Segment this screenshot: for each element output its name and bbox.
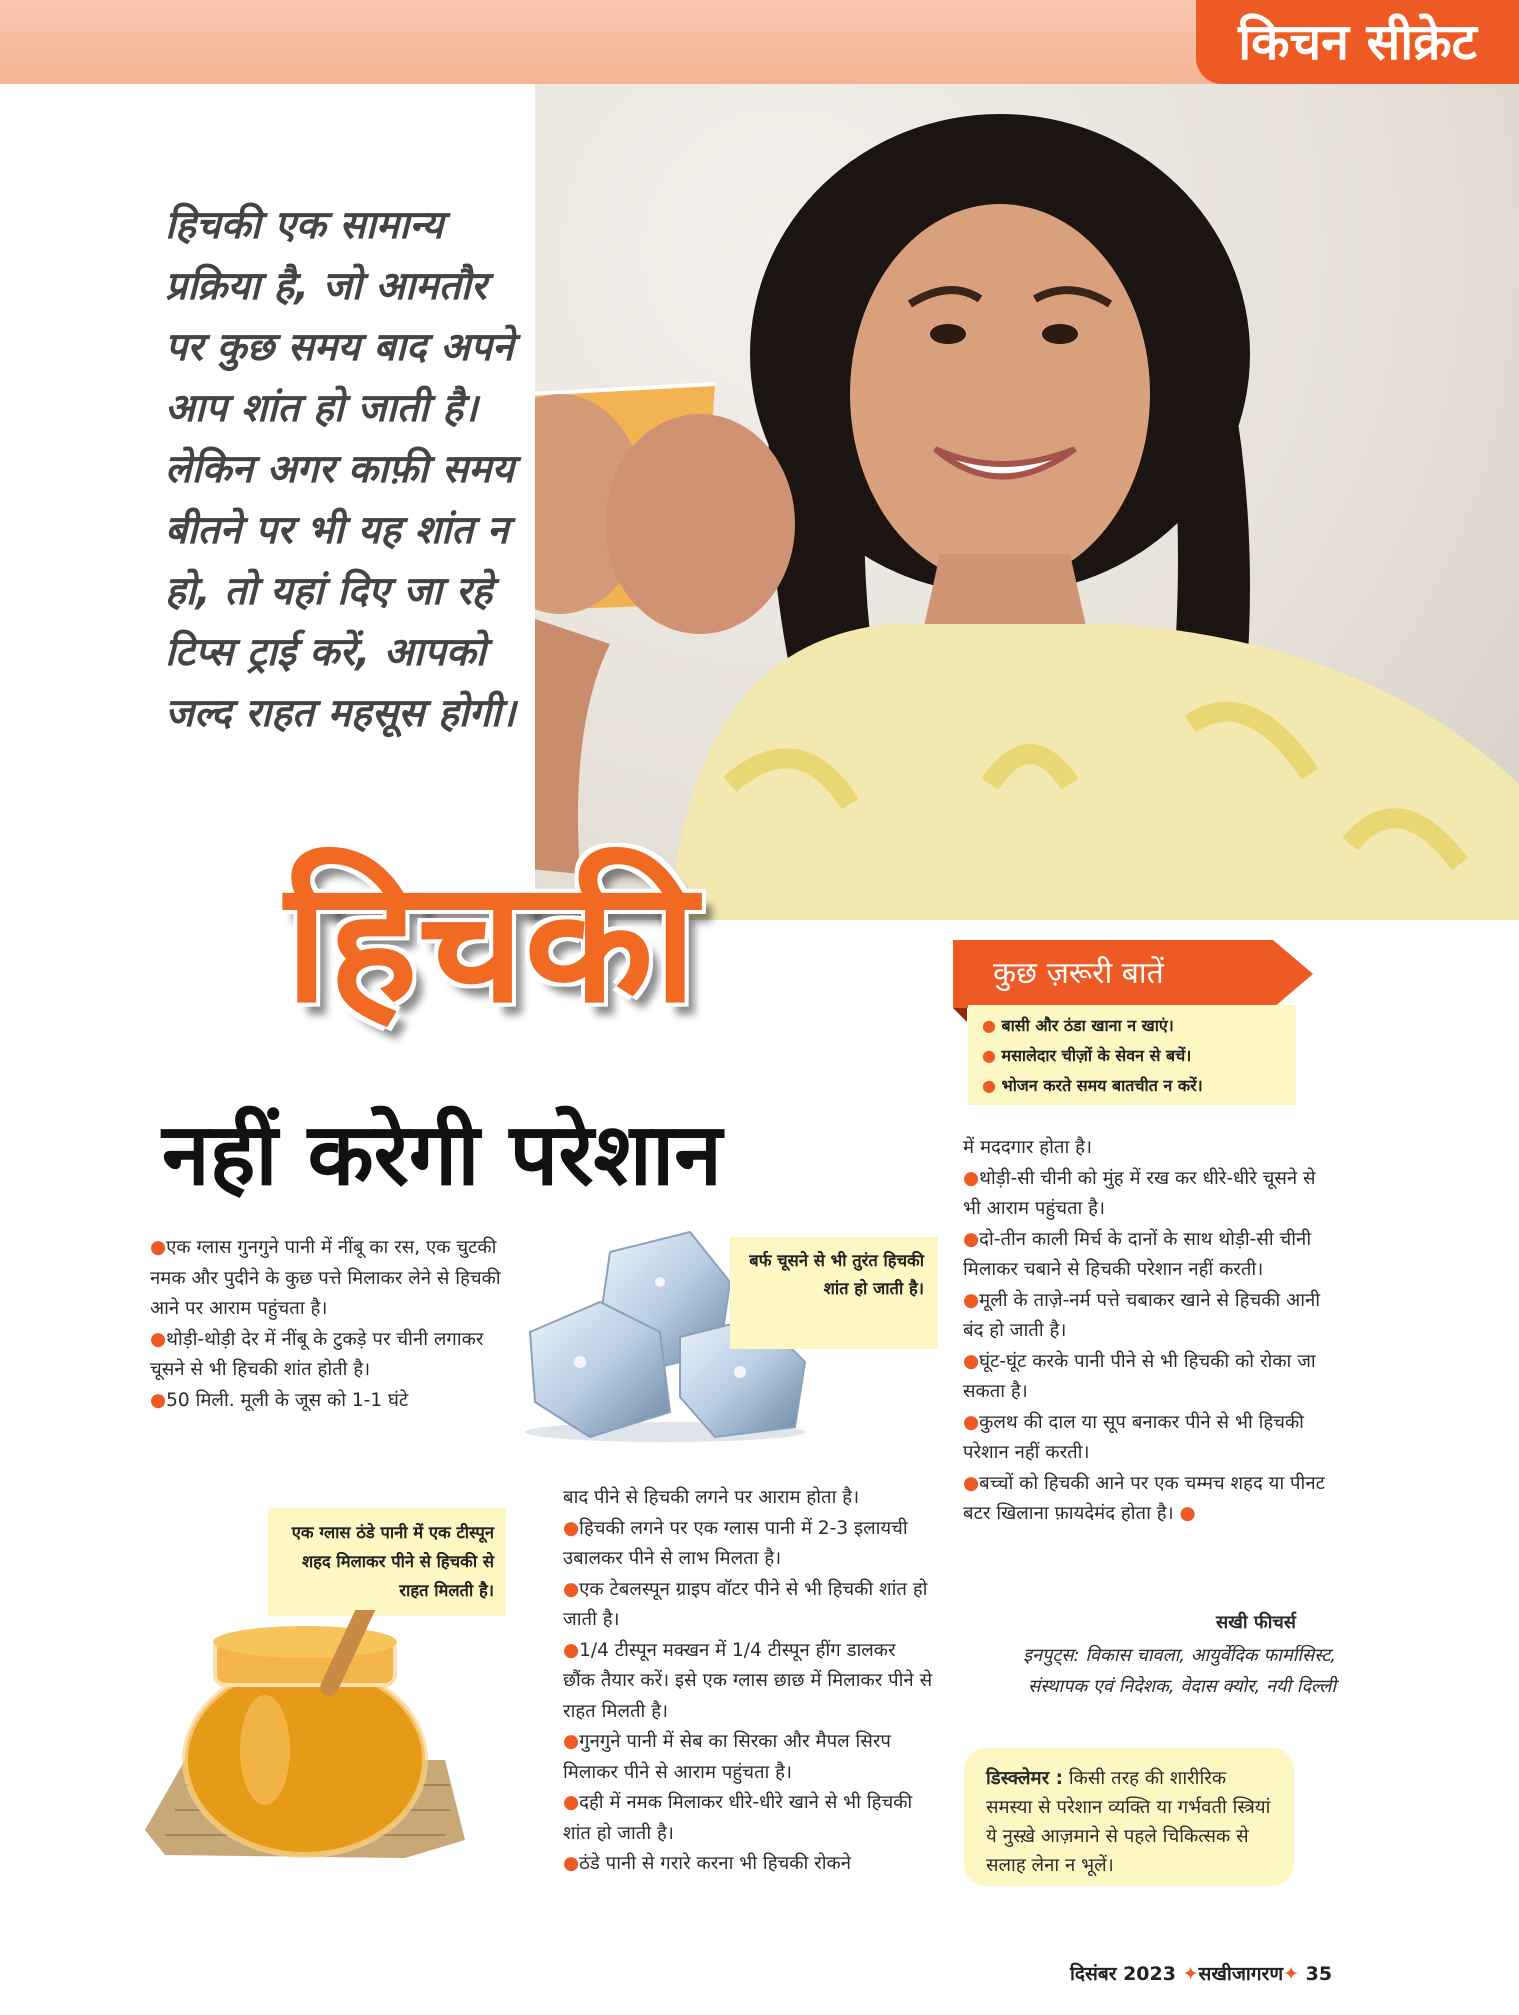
column-3 — [963, 1133, 1333, 1530]
tip-item: ●बच्चों को हिचकी आने पर एक चम्मच शहद या पीनट बटर खिलाना फ़ायदेमंद होता है। ● — [963, 1472, 1325, 1524]
bullet-icon: ● — [963, 1167, 980, 1189]
woman-with-glass-photo — [470, 84, 1519, 920]
tip-item: ●घूंट-घूंट करके पानी पीने से भी हिचकी को रोका जा सकता है। — [963, 1350, 1316, 1402]
tag-fold — [953, 1008, 967, 1022]
column-2 — [563, 1483, 933, 1880]
bullet-icon: ● — [963, 1411, 980, 1433]
bullet-icon: ● — [963, 1289, 980, 1311]
bullet-icon: ● — [563, 1639, 580, 1661]
bullet-icon: ● — [982, 1016, 1002, 1035]
tip-item: ●50 मिली. मूली के जूस को 1-1 घंटे — [150, 1389, 409, 1411]
tip-item: ●गुनगुने पानी में सेब का सिरका और मैपल सिरप मिलाकर पीने से आराम पहुंचता है। — [563, 1731, 891, 1783]
inputs-credit: इनपुट्स: विकास चावला, आयुर्वेदिक फार्मासिस्ट, संस्थापक एवं निदेशक, वेदास क्योर, नयी दिल्ली — [1023, 1645, 1336, 1697]
tip-continuation: बाद पीने से हिचकी लगने पर आराम होता है। — [563, 1487, 860, 1508]
disclaimer-box — [964, 1748, 1294, 1886]
bullet-icon: ● — [963, 1350, 980, 1372]
bullet-icon: ● — [563, 1731, 580, 1752]
tip-item: ●ठंडे पानी से गरारे करना भी हिचकी रोकने — [563, 1853, 851, 1874]
column-1 — [150, 1233, 508, 1416]
headline-main: हिचकी — [285, 844, 697, 1040]
bullet-icon: ● — [563, 1792, 580, 1813]
honey-callout: एक ग्लास ठंडे पानी में एक टीस्पून शहद मिलाकर पीने से हिचकी से राहत मिलती है। — [268, 1508, 506, 1616]
tip-continuation: में मददगार होता है। — [963, 1137, 1092, 1158]
tip-item: ●कुलथ की दाल या सूप बनाकर पीने से भी हिचकी परेशान नहीं करती। — [963, 1411, 1304, 1463]
bullet-icon: ● — [150, 1237, 167, 1258]
headline-sub: नहीं करेगी परेशान — [162, 1105, 722, 1205]
bullet-icon: ● — [563, 1517, 580, 1539]
tip-item: ●थोड़ी-थोड़ी देर में नींबू के टुकड़े पर चीनी लगाकर चूसने से भी हिचकी शांत होती है। — [150, 1328, 484, 1380]
tip-item: ●थोड़ी-सी चीनी को मुंह में रख कर धीरे-धीरे चूसने से भी आराम पहुंचता है। — [963, 1167, 1316, 1219]
bullet-icon: ● — [563, 1578, 580, 1600]
star-icon: ✦ — [1182, 1963, 1199, 1985]
disclaimer-label: डिस्क्लेमर : — [986, 1768, 1063, 1789]
bullet-icon: ● — [150, 1328, 167, 1350]
section-tag: किचन सीक्रेट — [1196, 0, 1519, 84]
page-footer — [1070, 1960, 1332, 1986]
bullet-icon: ● — [150, 1389, 167, 1411]
star-icon: ✦ — [1283, 1963, 1299, 1985]
bullet-icon: ● — [982, 1076, 1002, 1095]
tip-item: ●दो-तीन काली मिर्च के दानों के साथ थोड़ी-सी चीनी मिलाकर चबाने से हिचकी परेशान नहीं करती। — [963, 1228, 1312, 1280]
list-item: ● मसालेदार चीज़ों के सेवन से बचें। — [982, 1046, 1192, 1065]
important-points-box — [968, 1005, 1296, 1105]
end-bullet-icon: ● — [1179, 1503, 1196, 1524]
tip-item: ●दही में नमक मिलाकर धीरे-धीरे खाने से भी हिचकी शांत हो जाती है। — [563, 1792, 913, 1844]
intro-text: हिचकी एक सामान्य प्रक्रिया है, जो आमतौर पर कुछ समय बाद अपने आप शांत हो जाती है। लेकिन अगर काफ़ी समय बीतने पर भी यह शांत न हो, तो यहां दिए जा रहे टिप्स ट्राई करें, आपको जल्द राहत महसूस होगी। — [165, 203, 516, 736]
tip-item: ●एक ग्लास गुनगुने पानी में नींबू का रस, एक चुटकी नमक और पुदीने के कुछ पत्ते मिलाकर लेने से हिचकी आने पर आराम पहुंचता है। — [150, 1237, 501, 1319]
important-points-tag — [953, 940, 1313, 1008]
tip-item: ●मूली के ताज़े-नर्म पत्ते चबाकर खाने से हिचकी आनी बंद हो जाती है। — [963, 1289, 1321, 1341]
issue-date: दिसंबर 2023 — [1070, 1963, 1176, 1985]
tip-item: ●एक टेबलस्पून ग्राइप वॉटर पीने से भी हिचकी शांत हो जाती है। — [563, 1578, 928, 1630]
byline: सखी फीचर्स — [1216, 1612, 1296, 1633]
bullet-icon: ● — [982, 1046, 1002, 1065]
page-number: 35 — [1305, 1963, 1333, 1985]
magazine-name: सखीजागरण — [1198, 1963, 1284, 1985]
list-item: ● बासी और ठंडा खाना न खाएं। — [982, 1016, 1174, 1035]
bullet-icon: ● — [963, 1472, 980, 1494]
list-item: ● भोजन करते समय बातचीत न करें। — [982, 1076, 1203, 1095]
important-points-title: कुछ ज़रूरी बातें — [993, 956, 1164, 991]
honey-jar-image — [145, 1610, 465, 1858]
bullet-icon: ● — [563, 1853, 580, 1874]
bullet-icon: ● — [963, 1228, 980, 1250]
disclaimer-text: किसी तरह की शारीरिक समस्या से परेशान व्यक्ति या गर्भवती स्त्रियां ये नुस्ख़े आज़माने से पहले चिकित्सक से सलाह लेना न भूलें। — [986, 1768, 1271, 1876]
tip-item: ●1/4 टीस्पून मक्खन में 1/4 टीस्पून हींग डालकर छौंक तैयार करें। इसे एक ग्लास छाछ में मिलाकर पीने से राहत मिलती है। — [563, 1639, 933, 1722]
tip-item: ●हिचकी लगने पर एक ग्लास पानी में 2-3 इलायची उबालकर पीने से लाभ मिलता है। — [563, 1517, 908, 1569]
ice-callout: बर्फ चूसने से भी तुरंत हिचकी शांत हो जाती है। — [730, 1237, 938, 1349]
